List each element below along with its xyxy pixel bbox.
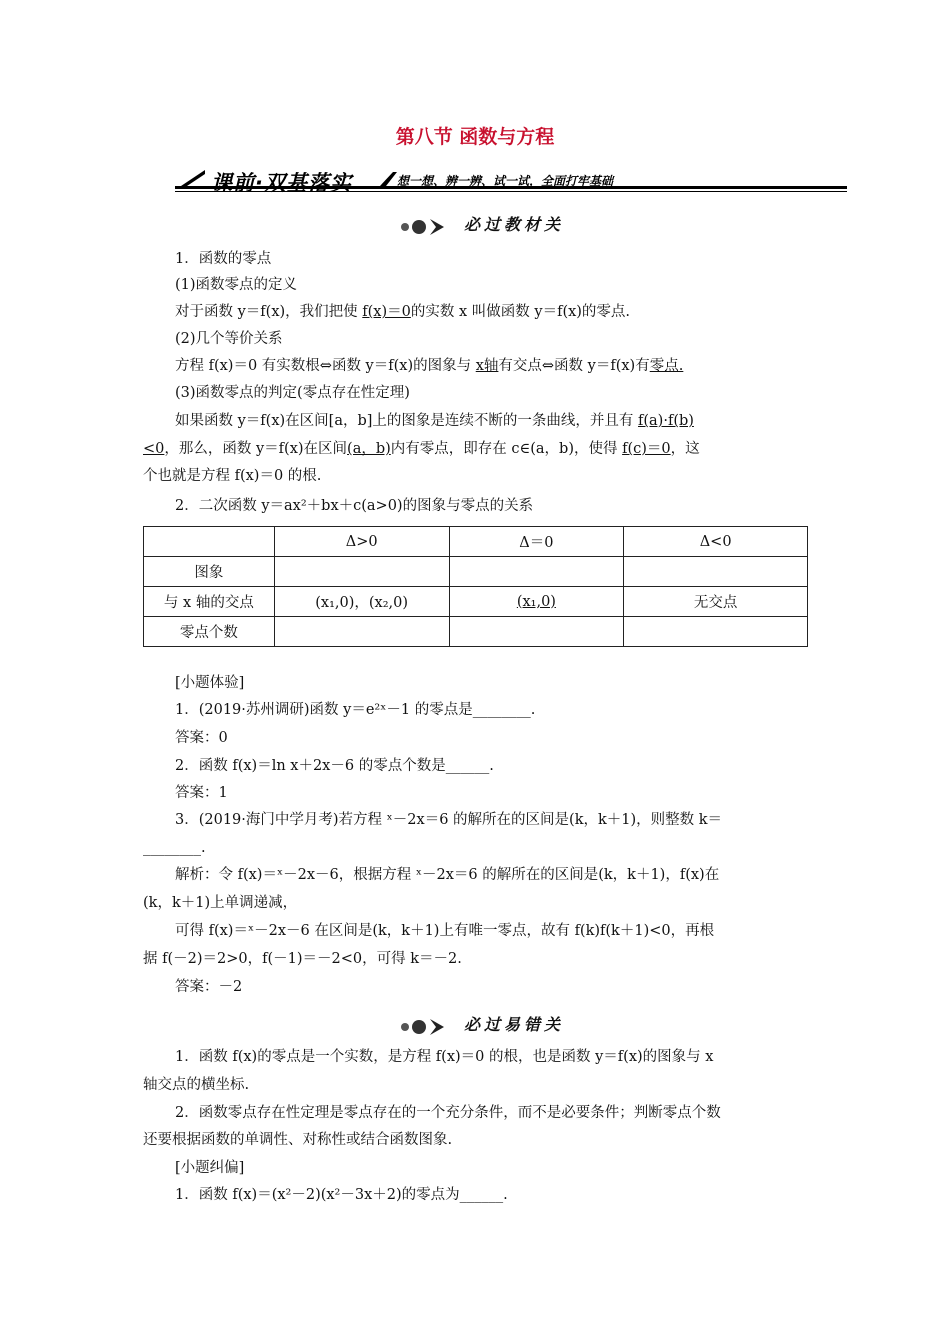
text-line: 2．函数零点存在性定理是零点存在的一个充分条件，而不是必要条件；判断零点个数 — [175, 1105, 721, 1121]
solution-text: 解析：令 f(x)＝ˣ－2x－6，根据方程 ˣ－2x＝6 的解所在的区间是(k，k＋1)，f(x)在 — [175, 867, 720, 883]
underlined-answer: <0 — [143, 441, 165, 457]
text-line — [175, 412, 694, 430]
solution-text: 可得 f(x)＝ˣ－2x－6 在区间是(k，k＋1)上有唯一零点，故有 f(k)f(k＋1)<0，再根 — [175, 923, 715, 939]
table-cell — [274, 557, 449, 587]
text-line: 还要根据函数的单调性、对称性或结合函数图象. — [143, 1132, 453, 1148]
answer-text: 答案：1 — [175, 785, 228, 801]
table-cell: (x₁,0)，(x₂,0) — [274, 587, 449, 617]
text-line: 2．二次函数 y＝ax²＋bx＋c(a>0)的图象与零点的关系 — [175, 498, 534, 514]
text-line: 轴交点的横坐标. — [143, 1077, 250, 1093]
practice-heading: [小题体验] — [175, 675, 245, 691]
question-text: ________. — [143, 840, 206, 856]
section-dots-icon — [400, 218, 460, 236]
solution-text: (k，k＋1)上单调递减， — [143, 895, 298, 911]
answer-text: 答案：0 — [175, 730, 228, 746]
table-header-cell: Δ<0 — [624, 527, 808, 557]
section-label: 必过易错关 — [464, 1015, 565, 1034]
table-cell — [449, 617, 624, 647]
page-title: 第八节 函数与方程 — [395, 126, 555, 148]
table-cell: 图象 — [144, 557, 275, 587]
question-text: 2．函数 f(x)＝ln x＋2x－6 的零点个数是______. — [175, 758, 494, 774]
text-line — [175, 357, 683, 375]
section-dots-icon — [400, 1018, 460, 1036]
text-line: (2)几个等价关系 — [175, 331, 283, 347]
text-line: (1)函数零点的定义 — [175, 277, 298, 293]
text-span: 内有零点，即存在 c∈(a，b)，使得 — [390, 441, 623, 457]
underlined-answer: (a，b) — [347, 441, 391, 457]
table-row — [144, 617, 808, 647]
section-header-textbook — [400, 214, 600, 236]
question-text: 3．(2019·海门中学月考)若方程 ˣ－2x＝6 的解所在的区间是(k，k＋1)，则整数 k＝ — [175, 812, 723, 828]
table-cell — [449, 587, 624, 617]
table-cell: 零点个数 — [144, 617, 275, 647]
table-cell: 无交点 — [624, 587, 808, 617]
text-span: 的实数 x 叫做函数 y＝f(x)的零点. — [410, 304, 631, 320]
practice-heading: [小题纠偏] — [175, 1160, 245, 1176]
text-line: (3)函数零点的判定(零点存在性定理) — [175, 385, 410, 401]
quadratic-zero-table — [143, 526, 808, 647]
banner-main-text: 课前·双基落实 — [211, 171, 352, 195]
question-text: 1．函数 f(x)＝(x²－2)(x²－3x＋2)的零点为______. — [175, 1187, 508, 1203]
text-line — [143, 440, 700, 458]
underlined-answer: 零点. — [649, 358, 684, 374]
section-label: 必过教材关 — [464, 215, 565, 234]
underlined-answer: f(c)＝0 — [622, 441, 671, 457]
section-header-mistakes — [400, 1014, 600, 1036]
text-span: 方程 f(x)＝0 有实数根⇔函数 y＝f(x)的图象与 — [175, 358, 476, 374]
text-span: 如果函数 y＝f(x)在区间[a，b]上的图象是连续不断的一条曲线，并且有 — [175, 413, 639, 429]
table-cell — [449, 557, 624, 587]
table-row — [144, 587, 808, 617]
question-text: 1．(2019·苏州调研)函数 y＝e²ˣ－1 的零点是________. — [175, 702, 536, 718]
underlined-answer: f(x)＝0 — [362, 304, 411, 320]
answer-text: 答案：－2 — [175, 979, 243, 995]
text-span: 有交点⇔函数 y＝f(x)有 — [498, 358, 650, 374]
table-header-cell — [144, 527, 275, 557]
text-span: ，这 — [670, 441, 700, 457]
table-header-cell: Δ>0 — [274, 527, 449, 557]
banner-sub-text: 想一想、辨一辨、试一试，全面打牢基础 — [397, 174, 614, 188]
table-cell — [624, 557, 808, 587]
underlined-answer: (x₁,0) — [516, 593, 556, 610]
table-header-cell: Δ＝0 — [449, 527, 624, 557]
table-row — [144, 557, 808, 587]
text-line: 1．函数 f(x)的零点是一个实数，是方程 f(x)＝0 的根，也是函数 y＝f(x)的图象与 x — [175, 1049, 714, 1065]
text-line — [175, 303, 630, 321]
table-cell — [624, 617, 808, 647]
text-line: 1．函数的零点 — [175, 251, 272, 267]
underlined-answer: f(a)·f(b) — [638, 413, 694, 429]
underlined-answer: x轴 — [475, 358, 499, 374]
solution-text: 据 f(－2)＝2>0，f(－1)＝－2<0，可得 k＝－2. — [143, 951, 462, 967]
table-cell — [274, 617, 449, 647]
text-span: ，那么，函数 y＝f(x)在区间 — [164, 441, 348, 457]
text-line: 个也就是方程 f(x)＝0 的根. — [143, 468, 322, 484]
table-cell: 与 x 轴的交点 — [144, 587, 275, 617]
banner — [175, 166, 847, 196]
table-header-row — [144, 527, 808, 557]
text-span: 对于函数 y＝f(x)，我们把使 — [175, 304, 363, 320]
